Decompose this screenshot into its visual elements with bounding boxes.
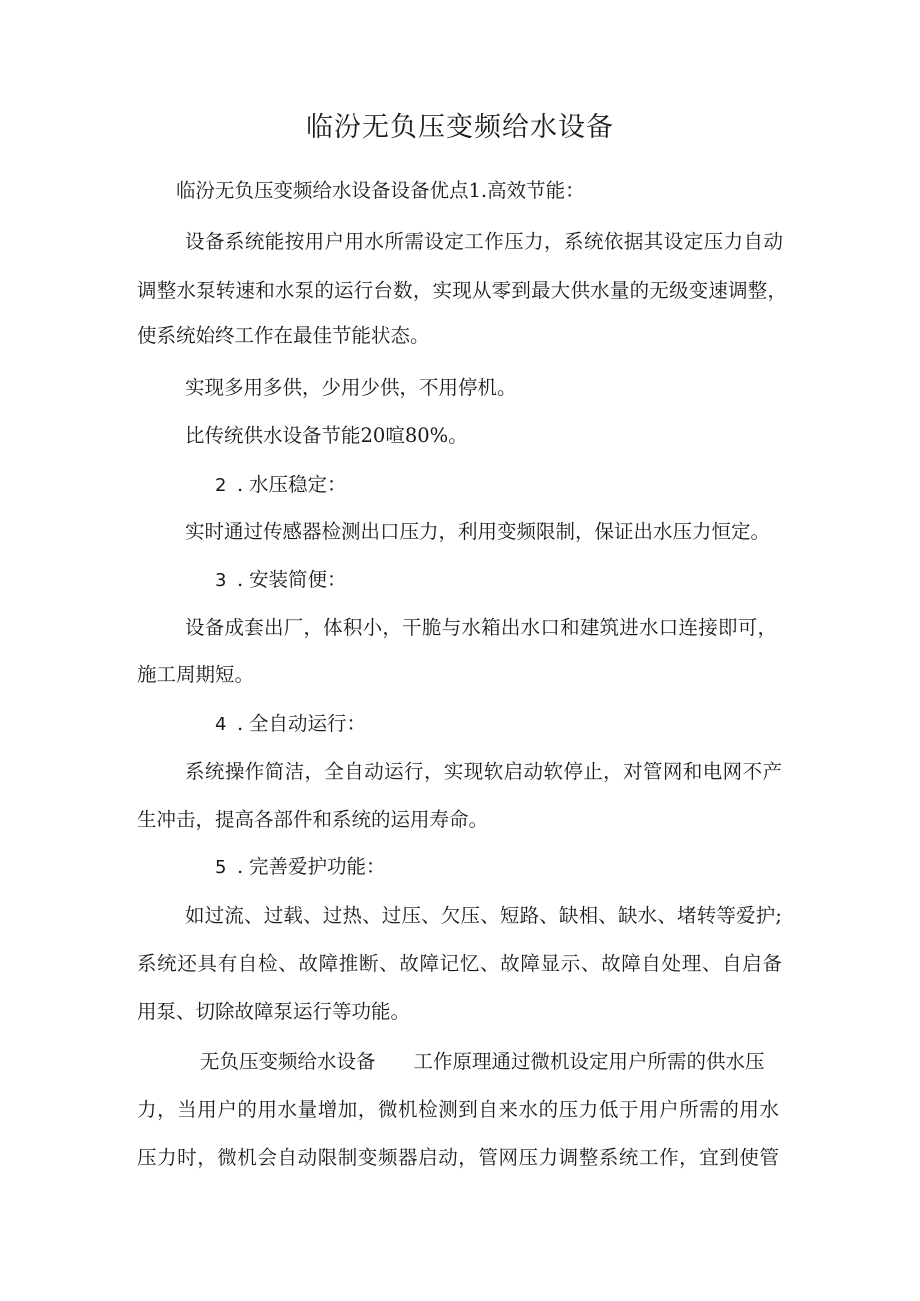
section-heading-3 (215, 567, 347, 594)
section-dot: . (237, 568, 244, 591)
section-dot: . (237, 855, 244, 878)
principle-label: 无负压变频给水设备 (200, 1050, 376, 1073)
s5-line-1: 如过流、过载、过热、过压、欠压、短路、缺相、缺水、堵转等爱护; (185, 904, 782, 927)
section-heading-4 (215, 711, 366, 738)
p1-line-2: 调整水泵转速和水泵的运行台数，实现从零到最大供水量的无级变速调整， (137, 279, 787, 302)
p1-line-1: 设备系统能按用户用水所需设定工作压力，系统依据其设定压力自动 (185, 230, 783, 253)
section-heading-2 (215, 472, 347, 499)
section-title: 全自动运行： (249, 712, 367, 735)
principle-line-3: 压力时，微机会自动限制变频器启动，管网压力调整系统工作，宜到使管 (137, 1146, 779, 1169)
s5-line-2: 系统还具有自检、故障推断、故障记忆、故障显示、故障自处理、自启备 (137, 952, 782, 975)
section-number: 5 (215, 857, 227, 878)
p2-line: 实现多用多供，少用少供，不用停机。 (185, 376, 517, 399)
principle-line-1 (200, 1049, 780, 1075)
principle-line-2: 力，当用户的用水量增加，微机检测到自来水的压力低于用户所需的用水 (137, 1098, 779, 1121)
section-heading-5 (215, 854, 386, 881)
s3-line-1: 设备成套出厂，体积小，干脆与水箱出水口和建筑进水口连接即可， (185, 616, 777, 639)
s4-line-2: 生冲击，提高各部件和系统的运用寿命。 (137, 808, 489, 831)
section-number: 2 (215, 475, 227, 496)
principle-text-1: 工作原理通过微机设定用户所需的供水压 (413, 1050, 765, 1073)
s5-line-3: 用泵、切除故障泵运行等功能。 (137, 1000, 411, 1023)
s4-line-1: 系统操作简洁，全自动运行，实现软启动软停止，对管网和电网不产 (185, 760, 782, 783)
section-dot: . (237, 712, 244, 735)
p1-line-3: 使系统始终工作在最佳节能状态。 (137, 324, 430, 347)
document-title: 临汾无负压变频给水设备 (306, 112, 614, 143)
section-title: 水压稳定： (249, 473, 347, 496)
s3-line-2: 施工周期短。 (137, 663, 255, 686)
s2-text: 实时通过传感器检测出口压力，利用变频限制，保证出水压力恒定。 (185, 520, 771, 543)
section-title: 完善爱护功能： (249, 855, 386, 878)
section-number: 3 (215, 570, 227, 591)
section-dot: . (237, 473, 244, 496)
section-title: 安装简便： (249, 568, 347, 591)
intro-line: 临汾无负压变频给水设备设备优点1.高效节能： (176, 179, 585, 202)
section-number: 4 (215, 714, 227, 735)
p3-line: 比传统供水设备节能20喧80%。 (185, 424, 468, 447)
